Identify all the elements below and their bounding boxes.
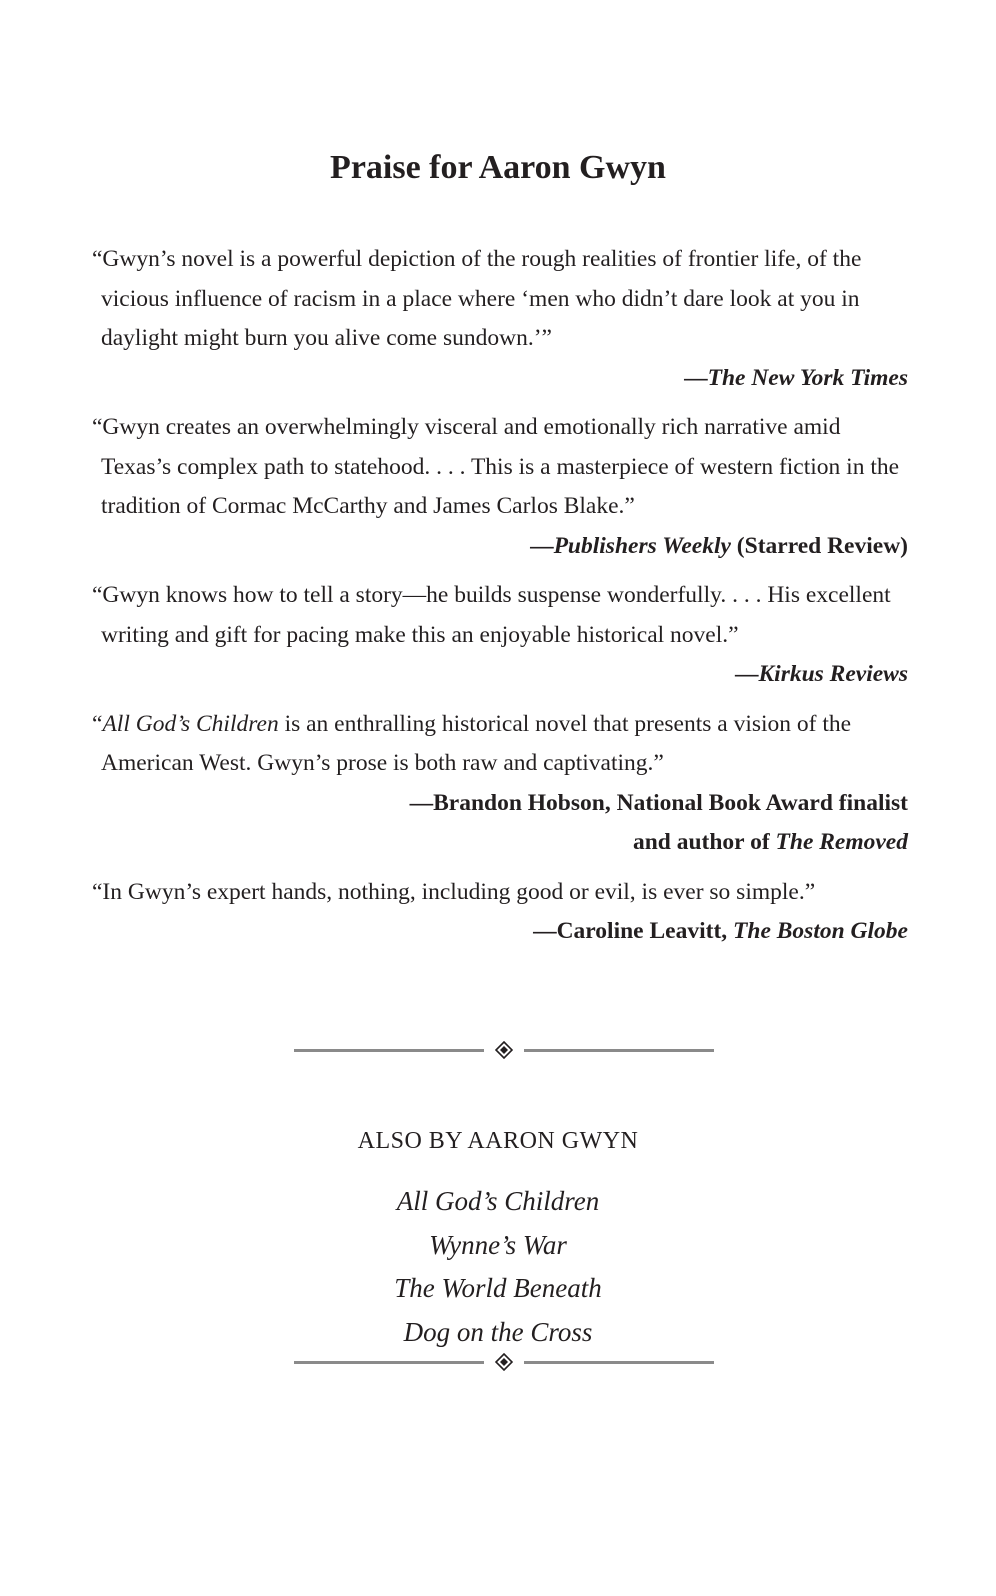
book-title: All God’s Children: [396, 1186, 600, 1216]
praise-entry: [92, 873, 908, 952]
quote-text: “Gwyn knows how to tell a story—he builds suspense wonderfully. . . . His excellent writing and gift for pacing make this an enjoyable historical novel.”: [92, 582, 891, 648]
book-title: Dog on the Cross: [403, 1316, 593, 1347]
divider-line-right: [524, 1049, 714, 1052]
quote-italic-title: All God’s Children: [102, 710, 279, 737]
divider-line-left: [294, 1361, 484, 1364]
quote-text: “: [92, 710, 103, 737]
attribution-source-title: The Removed: [775, 829, 908, 855]
attribution-source-title: Publishers Weekly: [553, 532, 731, 559]
attribution-text: (Starred Review): [730, 532, 908, 559]
quote-text: “In Gwyn’s expert hands, nothing, including good or evil, is ever so simple.”: [92, 878, 816, 905]
praise-quote: [92, 240, 908, 359]
attribution-source-title: The Boston Globe: [733, 918, 908, 944]
praise-entry: [92, 240, 908, 398]
praise-entry: [92, 408, 908, 566]
divider-line-left: [294, 1049, 484, 1052]
attribution-text: —: [734, 661, 759, 687]
praise-attribution: [92, 527, 908, 567]
attribution-text: and author of: [632, 829, 776, 855]
praise-attribution: [92, 823, 908, 863]
quote-text: is an enthralling historical novel that presents a vision of the American West. Gwyn’s prose is both raw and captivating.”: [101, 710, 852, 776]
praise-quote: [92, 576, 908, 655]
praise-attribution: [92, 912, 908, 952]
praise-attribution: [92, 655, 908, 695]
praise-attribution: [92, 784, 908, 824]
attribution-source-title: Kirkus Reviews: [758, 661, 908, 687]
attribution-text: —: [684, 364, 708, 391]
attribution-source-title: The New York Times: [707, 364, 908, 391]
praise-quote: [92, 408, 908, 527]
ornamental-divider-top: [294, 1040, 714, 1060]
divider-line-right: [524, 1361, 714, 1364]
attribution-text: —: [530, 532, 554, 559]
ornamental-divider-bottom: [294, 1352, 714, 1372]
quote-text: “Gwyn creates an overwhelmingly visceral and emotionally rich narrative amid Texas’s complex path to statehood. . . . This is a masterpiece of western fiction in the tradition of Cormac McCarthy and James Carlos Blake.”: [92, 414, 900, 519]
attribution-text: —Brandon Hobson, National Book Award finalist: [409, 789, 908, 816]
also-by-heading: ALSO BY AARON GWYN: [357, 1128, 639, 1154]
book-title: The World Beneath: [394, 1273, 602, 1303]
book-title: Wynne’s War: [429, 1229, 567, 1260]
praise-entry: [92, 576, 908, 695]
page-title: Praise for Aaron Gwyn: [330, 149, 666, 186]
praise-quote: [92, 873, 908, 913]
praise-section: [92, 240, 908, 952]
quote-text: “Gwyn’s novel is a powerful depiction of the rough realities of frontier life, of the vicious influence of racism in a place where ‘men who didn’t dare look at you in daylight might burn you alive come sundown.’”: [92, 246, 862, 351]
diamond-ornament-icon: [495, 1041, 513, 1059]
praise-quote: [92, 705, 908, 784]
diamond-ornament-icon: [495, 1353, 513, 1371]
praise-attribution: [92, 359, 908, 399]
praise-entry: [92, 705, 908, 863]
also-by-book-list: [0, 1180, 996, 1354]
attribution-text: —Caroline Leavitt,: [533, 918, 734, 944]
